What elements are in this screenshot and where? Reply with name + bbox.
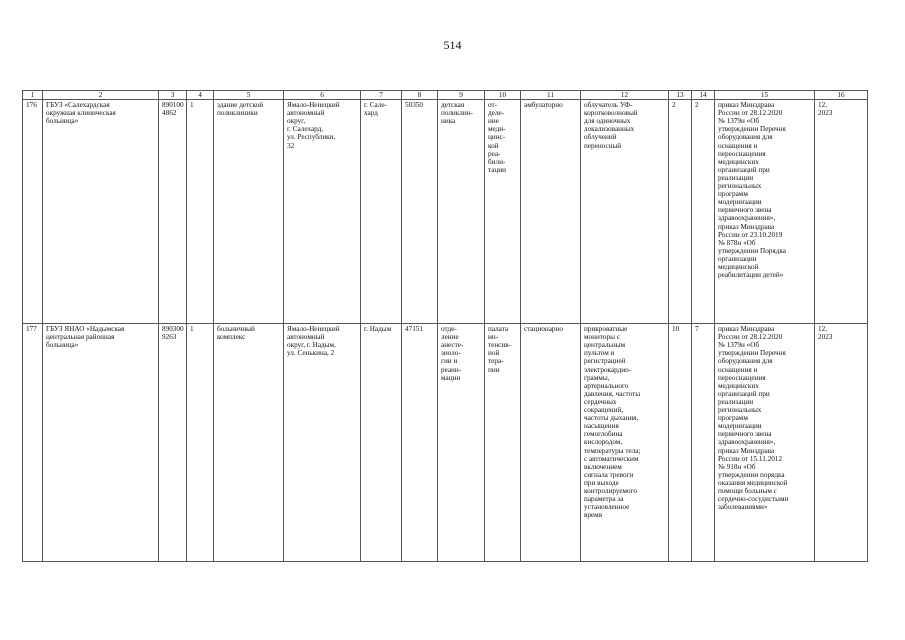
- column-header: 6: [284, 91, 361, 100]
- table-cell: 47151: [402, 324, 438, 562]
- column-header: 9: [438, 91, 485, 100]
- column-header: 14: [692, 91, 715, 100]
- table-cell: 50350: [402, 100, 438, 324]
- city: г. Сале- хард: [361, 100, 402, 324]
- column-header: 10: [485, 91, 521, 100]
- table-row: [23, 324, 868, 562]
- column-header: 5: [214, 91, 284, 100]
- building-type: больничный комплекс: [214, 324, 284, 562]
- legal-basis: приказ Минздрава России от 28.12.2020 № 1379н «Об утверждении Перечня оборудования для оснащения и переоснащения медицинских организаций при реализации региональных программ модернизации первичного звена здравоохранения», приказ Минздрава России от 23.10.2019 № 878н «Об утверждении Порядка организации медицинской реабилитации детей»: [715, 100, 815, 324]
- address: Ямало-Ненецкий автономный округ, г. Салехард, ул. Республики, 32: [284, 100, 361, 324]
- deadline: 12, 2023: [815, 324, 868, 562]
- column-header: 3: [159, 91, 187, 100]
- organization-name: ГБУЗ «Салехардская окружная клиническая больница»: [43, 100, 159, 324]
- division: отде- ление анесте- зиоло- гии и реани- мации: [438, 324, 485, 562]
- deadline: 12, 2023: [815, 100, 868, 324]
- column-header: 11: [521, 91, 581, 100]
- city: г. Надым: [361, 324, 402, 562]
- column-header: 2: [43, 91, 159, 100]
- table-row: [23, 100, 868, 324]
- equipment-name: облучатель УФ- коротковолновый для одиночных локализованных облучений переносный: [581, 100, 669, 324]
- column-header: 4: [187, 91, 214, 100]
- department: от- деле- ние меди- цинс- кой реа- били- тации: [485, 100, 521, 324]
- division: детская поликлин- ника: [438, 100, 485, 324]
- header-row: [23, 91, 868, 100]
- equipment-name: прикроватные мониторы с центральным пультом и регистрацией электрокардио- граммы, артериального давления, частоты сердечных сокращений, частоты дыхания, насыщения гемоглобина кислородом, температуры тела; с автоматическим включением сигнала тревоги при выходе контролируемого параметра за установленное время: [581, 324, 669, 562]
- department: палата ин- тенсив- ной тера- пии: [485, 324, 521, 562]
- column-header: 12: [581, 91, 669, 100]
- legal-basis: приказ Минздрава России от 28.12.2020 № 1379н «Об утверждении Перечня оборудования для оснащения и переоснащения медицинских организаций при реализации региональных программ модернизации первичного звена здравоохранения», приказ Минздрава России от 15.11.2012 № 918н «Об утверждении порядка оказания медицинской помощи больным с сердечно-сосудистыми заболеваниями»: [715, 324, 815, 562]
- care-mode: стационарно: [521, 324, 581, 562]
- quantity: 2: [669, 100, 692, 324]
- table-cell: 1: [187, 100, 214, 324]
- quantity: 7: [692, 324, 715, 562]
- building-type: здание детской поликлиники: [214, 100, 284, 324]
- page-number: 514: [443, 38, 462, 52]
- quantity: 10: [669, 324, 692, 562]
- quantity: 2: [692, 100, 715, 324]
- column-header: 16: [815, 91, 868, 100]
- address: Ямало-Ненецкий автономный округ, г. Надым, ул. Сенькина, 2: [284, 324, 361, 562]
- column-header: 8: [402, 91, 438, 100]
- table-cell: 1: [187, 324, 214, 562]
- organization-code: 890300 9263: [159, 324, 187, 562]
- care-mode: амбулаторно: [521, 100, 581, 324]
- column-header: 15: [715, 91, 815, 100]
- column-header: 1: [23, 91, 43, 100]
- column-header: 13: [669, 91, 692, 100]
- equipment-table: [22, 90, 868, 562]
- row-number: 177: [23, 324, 43, 562]
- organization-name: ГБУЗ ЯНАО «Надымская центральная районная больница»: [43, 324, 159, 562]
- row-number: 176: [23, 100, 43, 324]
- organization-code: 890100 4862: [159, 100, 187, 324]
- column-header: 7: [361, 91, 402, 100]
